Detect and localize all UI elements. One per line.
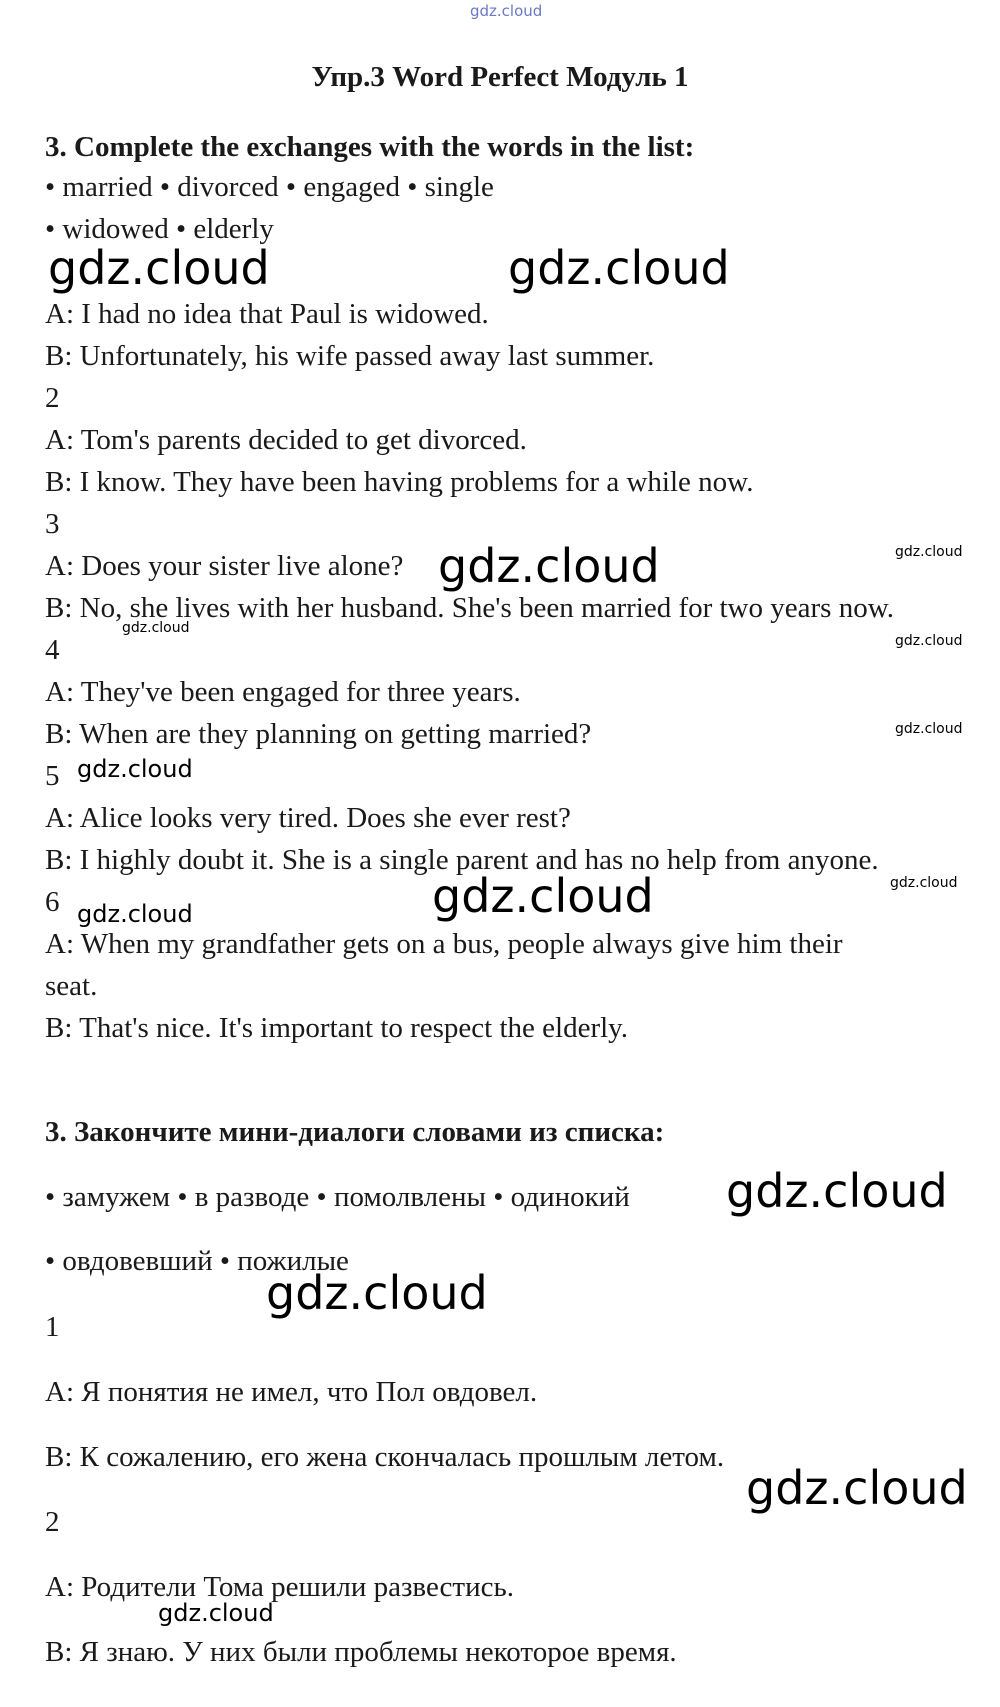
watermark: gdz.cloud (726, 1164, 948, 1218)
watermark: gdz.cloud (895, 633, 963, 649)
page-title: Упр.3 Word Perfect Модуль 1 (311, 61, 689, 93)
russian-line: 2 (45, 1506, 60, 1538)
watermark: gdz.cloud (746, 1461, 968, 1515)
english-line: 6 (45, 886, 60, 918)
english-line: B: That's nice. It's important to respect the elderly. (45, 1012, 629, 1044)
watermark: gdz.cloud (122, 620, 190, 636)
watermark: gdz.cloud (438, 539, 660, 593)
watermark: gdz.cloud (432, 869, 654, 923)
english-line: 3 (45, 508, 60, 540)
russian-line: 1 (45, 1311, 60, 1343)
russian-line: В: Я знаю. У них были проблемы некоторое время. (45, 1636, 677, 1668)
english-line: A: Does your sister live alone? (45, 550, 404, 582)
watermark: gdz.cloud (266, 1266, 488, 1320)
russian-line: А: Родители Тома решили развестись. (45, 1571, 514, 1603)
english-line: seat. (45, 970, 98, 1002)
watermark: gdz.cloud (895, 721, 963, 737)
english-heading: 3. Complete the exchanges with the words in the list: (45, 131, 695, 163)
watermark: gdz.cloud (895, 544, 963, 560)
watermark: gdz.cloud (890, 875, 958, 891)
english-line: 4 (45, 634, 60, 666)
top-watermark: gdz.cloud (470, 2, 543, 20)
russian-line: В: К сожалению, его жена скончалась прошлым летом. (45, 1441, 725, 1473)
english-line: 5 (45, 760, 60, 792)
watermark: gdz.cloud (158, 1599, 274, 1627)
english-line: A: They've been engaged for three years. (45, 676, 521, 708)
english-line: B: Unfortunately, his wife passed away last summer. (45, 340, 655, 372)
russian-word-list-2: • овдовевший • пожилые (45, 1245, 349, 1277)
english-word-list-2: • widowed • elderly (45, 213, 274, 245)
english-line: B: When are they planning on getting married? (45, 718, 592, 750)
english-word-list-1: • married • divorced • engaged • single (45, 171, 494, 203)
watermark: gdz.cloud (48, 241, 270, 295)
russian-heading: 3. Закончите мини-диалоги словами из списка: (45, 1116, 665, 1148)
english-line: B: No, she lives with her husband. She's been married for two years now. (45, 592, 895, 624)
russian-line: А: Я понятия не имел, что Пол овдовел. (45, 1376, 538, 1408)
english-line: B: I know. They have been having problems for a while now. (45, 466, 754, 498)
english-line: B: I highly doubt it. She is a single parent and has no help from anyone. (45, 844, 879, 876)
watermark: gdz.cloud (508, 241, 730, 295)
english-line: A: When my grandfather gets on a bus, people always give him their (45, 928, 843, 960)
watermark: gdz.cloud (77, 900, 193, 928)
russian-word-list-1: • замужем • в разводе • помолвлены • одинокий (45, 1181, 630, 1213)
english-line: A: Alice looks very tired. Does she ever rest? (45, 802, 571, 834)
watermark: gdz.cloud (77, 755, 193, 783)
english-line: 2 (45, 382, 60, 414)
english-line: A: I had no idea that Paul is widowed. (45, 298, 489, 330)
english-line: A: Tom's parents decided to get divorced. (45, 424, 527, 456)
